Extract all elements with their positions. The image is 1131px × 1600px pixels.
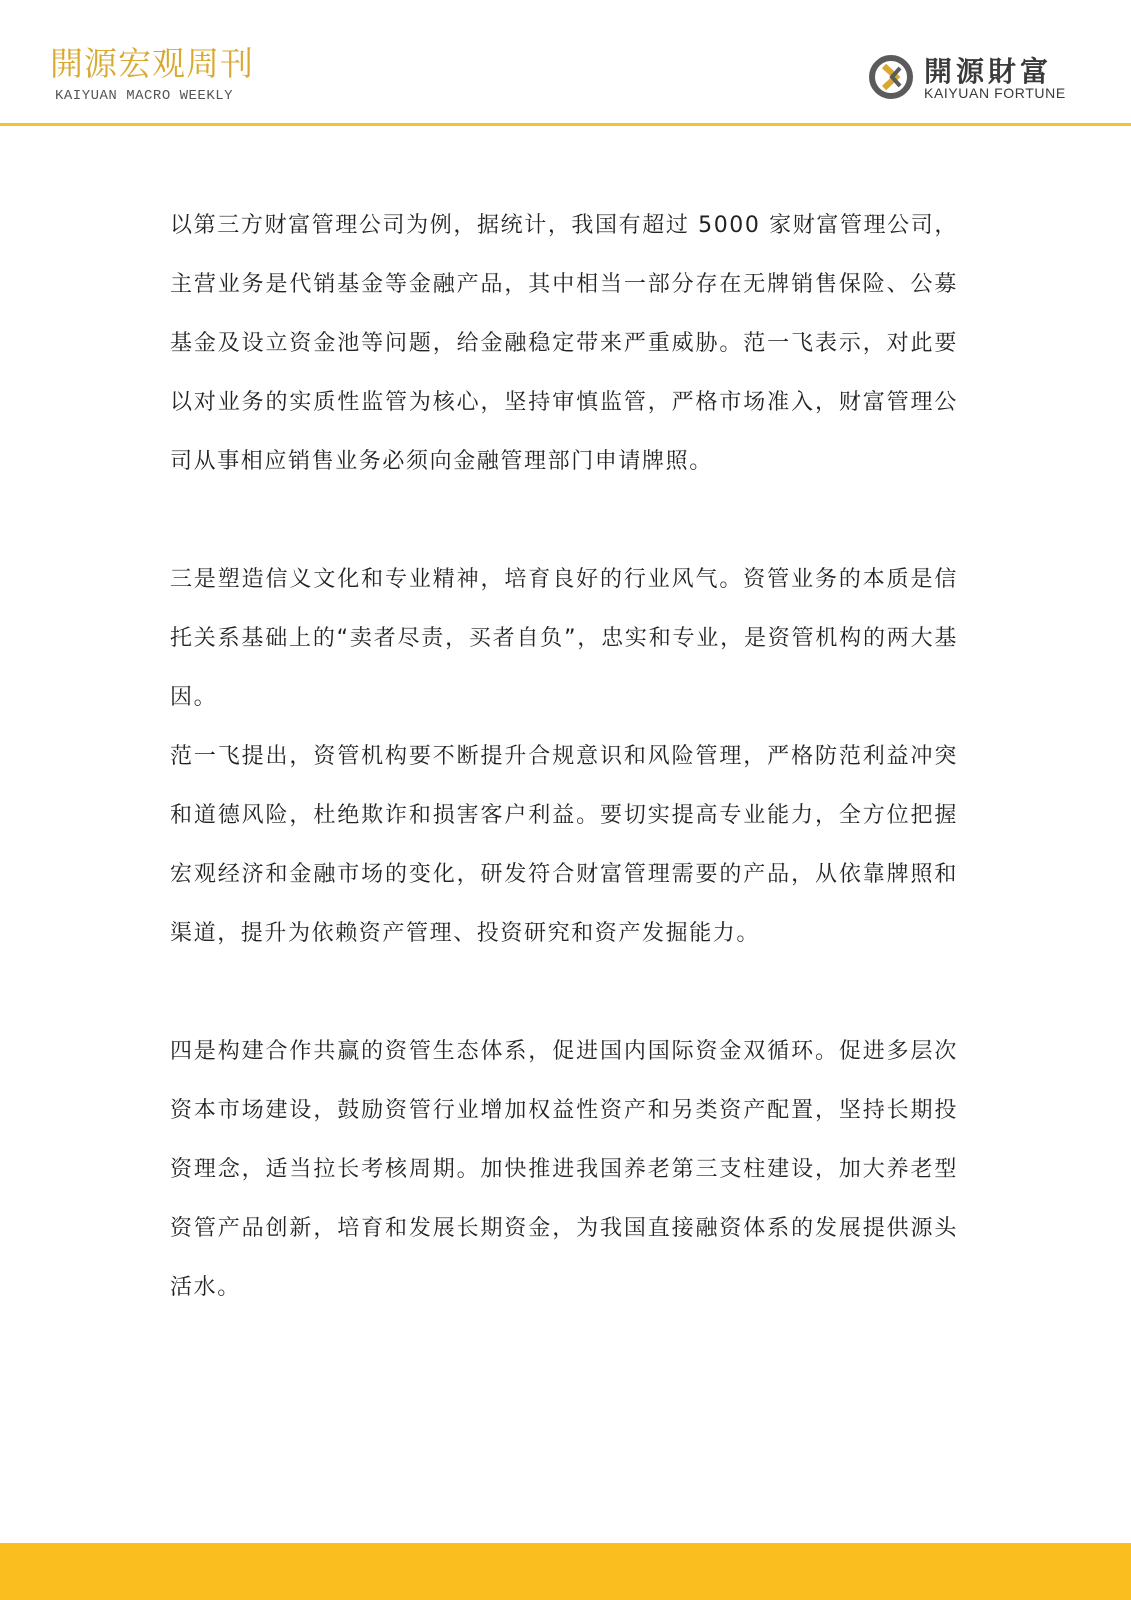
- kaiyuan-logo-icon: [866, 52, 916, 102]
- brand-english-name: KAIYUAN FORTUNE: [924, 85, 1066, 101]
- brand-name: 開源財富: [924, 55, 1053, 88]
- paragraph-2: 三是塑造信义文化和专业精神，培育良好的行业风气。资管业务的本质是信托关系基础上的“卖者尽责，买者自负”，忠实和专业，是资管机构的两大基因。: [170, 567, 958, 710]
- page-header: [0, 0, 1131, 126]
- header-divider: [0, 123, 1131, 126]
- paragraph-3: 范一飞提出，资管机构要不断提升合规意识和风险管理，严格防范利益冲突和道德风险，杜绝欺诈和损害客户利益。要切实提高专业能力，全方位把握宏观经济和金融市场的变化，研发符合财富管理需要的产品，从依靠牌照和渠道，提升为依赖资产管理、投资研究和资产发掘能力。: [170, 744, 958, 946]
- footer-bar: [0, 1543, 1131, 1600]
- paragraph-1: 以第三方财富管理公司为例，据统计，我国有超过 5000 家财富管理公司，主营业务是代销基金等金融产品，其中相当一部分存在无牌销售保险、公募基金及设立资金池等问题，给金融稳定带来严重威胁。范一飞表示，对此要以对业务的实质性监管为核心，坚持审慎监管，严格市场准入，财富管理公司从事相应销售业务必须向金融管理部门申请牌照。: [170, 213, 958, 474]
- brand-logo-block: [866, 50, 1086, 106]
- article-body: [170, 196, 958, 1317]
- paragraph-4: 四是构建合作共赢的资管生态体系，促进国内国际资金双循环。促进多层次资本市场建设，鼓励资管行业增加权益性资产和另类资产配置，坚持长期投资理念，适当拉长考核周期。加快推进我国养老第三支柱建设，加大养老型资管产品创新，培育和发展长期资金，为我国直接融资体系的发展提供源头活水。: [170, 1039, 958, 1300]
- magazine-title: 開源宏观周刊: [50, 44, 254, 83]
- magazine-subtitle: KAIYUAN MACRO WEEKLY: [55, 88, 234, 104]
